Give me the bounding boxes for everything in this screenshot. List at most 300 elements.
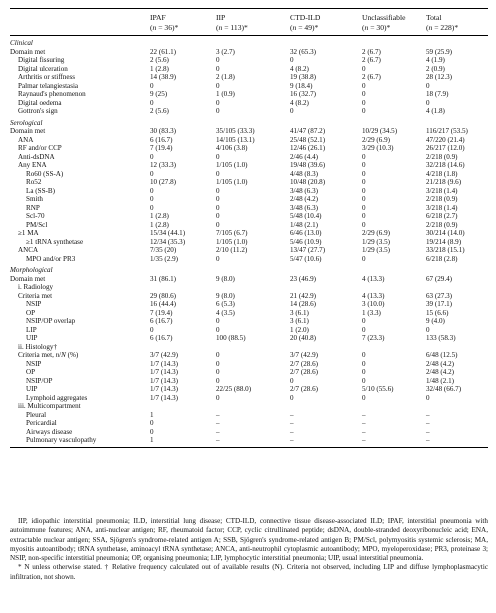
cell-total: 0 [426, 98, 430, 107]
table-row [10, 107, 488, 116]
cell-iip [216, 263, 290, 275]
cell-iip: 9 (8.0) [216, 291, 235, 300]
cell-unclassifiable: 0 [362, 203, 366, 212]
cell-unclassifiable [362, 116, 426, 128]
row-label: Criteria met, n/N (%) [18, 351, 79, 359]
table-row [10, 48, 488, 57]
cell-unclassifiable: 1 (3.3) [362, 308, 381, 317]
cell-iip: 0 [216, 64, 220, 73]
cell-unclassifiable: 0 [362, 178, 366, 186]
cell-ctd-ild: 0 [290, 376, 294, 385]
cell-total: 32/48 (66.7) [426, 385, 462, 393]
cell-iip: 7/105 (6.7) [216, 229, 248, 237]
cell-ctd-ild [290, 283, 362, 292]
row-label: Smith [26, 195, 43, 203]
cell-ipaf: 1 (2.8) [150, 64, 169, 73]
cell-ipaf: 7 (19.4) [150, 308, 173, 317]
cell-ctd-ild: 20 (40.8) [290, 334, 317, 342]
table-row [10, 144, 488, 153]
table-row [10, 204, 488, 213]
cell-ctd-ild: 4/48 (8.3) [290, 169, 318, 178]
header-unclassifiable-name: Unclassifiable [362, 13, 406, 22]
cell-iip: 22/25 (88.0) [216, 385, 252, 393]
cell-ctd-ild: 19/48 (39.6) [290, 161, 326, 169]
cell-ctd-ild: 19 (38.8) [290, 73, 317, 81]
cell-ipaf: 1 (2.8) [150, 212, 169, 220]
cell-total: 32/218 (14.6) [426, 161, 465, 169]
row-label: OP [26, 368, 36, 376]
cell-total: 9 (4.0) [426, 317, 445, 325]
cell-unclassifiable: 0 [362, 376, 366, 385]
cell-ctd-ild [290, 263, 362, 275]
row-label: RNP [26, 203, 40, 212]
cell-total: 116/217 (53.5) [426, 127, 468, 135]
header-unclassifiable [362, 9, 426, 36]
cell-ctd-ild: – [290, 410, 294, 419]
cell-unclassifiable: 0 [362, 161, 366, 169]
cell-ctd-ild: 4 (8.2) [290, 98, 309, 107]
table-row [10, 73, 488, 82]
cell-unclassifiable: 0 [362, 220, 366, 229]
cell-iip: – [216, 419, 220, 427]
cell-ctd-ild: – [290, 436, 362, 447]
row-label: LIP [26, 325, 37, 334]
cell-ctd-ild: 1 (2.0) [290, 325, 309, 334]
header-ctd-ild-name: CTD-ILD [290, 13, 321, 22]
cell-ipaf: 7 (19.4) [150, 144, 173, 152]
cell-ipaf: 29 (80.6) [150, 291, 177, 300]
header-ipaf [150, 9, 216, 36]
cell-ctd-ild: 23 (46.9) [290, 274, 317, 283]
section-label: Serological [10, 118, 43, 127]
cell-unclassifiable: 10/29 (34.5) [362, 127, 398, 135]
table-row [10, 99, 488, 108]
cell-ctd-ild: 1/48 (2.1) [290, 220, 318, 229]
cell-unclassifiable: 0 [362, 212, 366, 220]
cell-total: 28 (12.3) [426, 73, 453, 81]
cell-total: 4/218 (1.8) [426, 169, 458, 178]
cell-iip: 1/105 (1.0) [216, 178, 248, 186]
cell-unclassifiable: 2/29 (6.9) [362, 135, 390, 144]
cell-unclassifiable: – [362, 427, 366, 436]
section-row [10, 116, 488, 128]
cell-iip: 1/105 (1.0) [216, 161, 248, 169]
cell-ctd-ild: 2/48 (4.2) [290, 195, 318, 203]
row-label: UIP [26, 334, 38, 342]
cell-ipaf: 1 [150, 410, 154, 419]
cell-ipaf: 1/7 (14.3) [150, 376, 178, 385]
table-footnote [10, 517, 488, 582]
row-label: Ro52 [26, 178, 42, 186]
cell-iip: 0 [216, 317, 220, 325]
row-label: Airways disease [26, 427, 73, 436]
row-label: UIP [26, 385, 38, 393]
cell-ipaf: 2 (5.6) [150, 56, 169, 64]
table-row [10, 317, 488, 326]
cell-unclassifiable: 0 [362, 186, 366, 195]
row-label: ANA [18, 135, 34, 144]
cell-ipaf [150, 283, 216, 292]
table-row [10, 229, 488, 238]
cell-ctd-ild: 3/7 (42.9) [290, 351, 318, 359]
cell-ipaf: 0 [150, 427, 154, 436]
cell-total [426, 263, 488, 275]
cell-iip: 35/105 (33.3) [216, 127, 255, 135]
cell-total: 1/48 (2.1) [426, 376, 454, 385]
row-label: NSIP [26, 300, 42, 308]
cell-iip: 0 [216, 254, 220, 263]
cell-ipaf: 0 [150, 419, 154, 427]
cell-ipaf: 0 [150, 169, 154, 178]
cell-ctd-ild: 6/46 (13.0) [290, 229, 322, 237]
header-total-n: (n = 228)* [426, 22, 459, 32]
cell-ctd-ild [290, 343, 362, 352]
cell-unclassifiable: – [362, 419, 366, 427]
cell-total: 30/214 (14.0) [426, 229, 465, 237]
cell-unclassifiable: 0 [362, 81, 366, 90]
table-row [10, 178, 488, 187]
cell-unclassifiable: 2/29 (6.9) [362, 229, 390, 237]
cell-ctd-ild: 13/47 (27.7) [290, 246, 326, 254]
cell-iip: 3 (2.7) [216, 47, 235, 56]
cell-total: 2/48 (4.2) [426, 368, 454, 376]
row-label: NSIP [26, 359, 42, 368]
cell-total: 15 (6.6) [426, 308, 449, 317]
cell-unclassifiable: 4 (13.3) [362, 291, 385, 300]
cell-ctd-ild: 3/48 (6.3) [290, 186, 318, 195]
cell-unclassifiable: 7 (23.3) [362, 334, 385, 342]
footnote-notes: * N unless otherwise stated. † Relative frequency calculated out of available results (N). Criteria not observed, including LIP and diffuse lymphoplasmacytic infiltration, not shown. [10, 563, 488, 581]
cell-ctd-ild [290, 116, 362, 128]
cell-total: 18 (7.9) [426, 90, 449, 98]
cell-ipaf: 12/34 (35.3) [150, 237, 186, 246]
cell-unclassifiable: 0 [362, 254, 366, 263]
row-label: Digital ulceration [18, 64, 68, 73]
row-label: Any ENA [18, 161, 47, 169]
table-row [10, 238, 488, 247]
cell-total: 21/218 (9.6) [426, 178, 462, 186]
row-label: i. Radiology [18, 283, 54, 291]
table-row [10, 292, 488, 301]
header-total-name: Total [426, 13, 442, 22]
cell-ipaf: 15/34 (44.1) [150, 229, 186, 237]
cell-ipaf: 1/7 (14.3) [150, 368, 178, 376]
table-body [10, 36, 488, 448]
table-row [10, 56, 488, 65]
cell-iip [216, 116, 290, 128]
header-iip-name: IIP [216, 13, 226, 22]
cell-ctd-ild: 16 (32.7) [290, 90, 317, 98]
cell-ctd-ild: 4 (8.2) [290, 64, 309, 73]
row-label: Criteria met [18, 291, 53, 300]
cell-ipaf: 1 [150, 436, 216, 447]
table-row [10, 275, 488, 284]
cell-iip: 0 [216, 351, 220, 359]
cell-unclassifiable: 0 [362, 90, 366, 98]
cell-unclassifiable: 0 [362, 64, 366, 73]
cell-unclassifiable [362, 283, 426, 292]
table-row [10, 153, 488, 162]
cell-total: 19/214 (8.9) [426, 237, 462, 246]
cell-ipaf: 2 (5.6) [150, 107, 169, 115]
row-label: Lymphoid aggregates [26, 393, 88, 402]
cell-total: 2 (0.9) [426, 64, 445, 73]
row-label: ≥1 tRNA synthetase [26, 237, 84, 246]
row-label: ≥1 MA [18, 229, 39, 237]
table-row [10, 436, 488, 447]
cell-iip: 4 (3.5) [216, 308, 235, 317]
table-row [10, 377, 488, 386]
cell-total: 33/218 (15.1) [426, 246, 465, 254]
cell-total [426, 402, 488, 411]
cell-total: 3/218 (1.4) [426, 186, 458, 195]
cell-ipaf: 1/7 (14.3) [150, 393, 178, 402]
cell-ctd-ild: 9 (18.4) [290, 81, 313, 90]
cell-ctd-ild: 12/46 (26.1) [290, 144, 326, 152]
cell-ipaf [150, 36, 216, 48]
cell-iip: 100 (88.5) [216, 334, 246, 342]
table-row [10, 90, 488, 99]
section-label: Clinical [10, 39, 33, 47]
cell-unclassifiable: 0 [362, 98, 366, 107]
table-row [10, 65, 488, 74]
header-iip-n: (n = 113)* [216, 22, 248, 32]
cell-iip: 0 [216, 368, 220, 376]
row-label: Pericardial [26, 419, 57, 427]
cell-unclassifiable: 0 [362, 351, 366, 359]
cell-iip: 0 [216, 203, 220, 212]
table-row [10, 221, 488, 230]
cell-ctd-ild: 0 [290, 56, 294, 64]
cell-total: 4 (1.8) [426, 107, 445, 115]
cell-total: – [426, 427, 430, 436]
cell-total: 0 [426, 81, 430, 90]
header-iip [216, 9, 290, 36]
table-row [10, 136, 488, 145]
cell-unclassifiable: 0 [362, 195, 366, 203]
cell-iip: 0 [216, 56, 220, 64]
table-row [10, 394, 488, 403]
cell-iip: – [216, 436, 290, 447]
cell-iip: 0 [216, 107, 220, 115]
cell-total [426, 116, 488, 128]
row-label: Gottron's sign [18, 107, 58, 115]
cell-ipaf: 1/7 (14.3) [150, 359, 178, 368]
cell-ctd-ild: 10/48 (20.8) [290, 178, 326, 186]
cell-total: – [426, 419, 430, 427]
cell-unclassifiable: 2 (6.7) [362, 47, 381, 56]
cell-ctd-ild: 5/46 (10.9) [290, 237, 322, 246]
cell-ipaf: 0 [150, 195, 154, 203]
cell-ipaf: 22 (61.1) [150, 47, 177, 56]
cell-iip: 0 [216, 359, 220, 368]
cell-iip: – [216, 427, 220, 436]
cell-iip: 2/10 (11.2) [216, 246, 248, 254]
table-row [10, 360, 488, 369]
cell-ipaf: 1/7 (14.3) [150, 385, 178, 393]
cell-ctd-ild: 3 (6.1) [290, 308, 309, 317]
cell-ipaf: 0 [150, 81, 154, 90]
cell-ipaf: 0 [150, 98, 154, 107]
cell-unclassifiable: 1/29 (3.5) [362, 237, 390, 246]
cell-iip: 0 [216, 212, 220, 220]
header-ipaf-n: (n = 36)* [150, 22, 179, 32]
cell-iip: 0 [216, 98, 220, 107]
cell-ipaf: 7/35 (20) [150, 246, 177, 254]
cell-iip: 4/106 (3.8) [216, 144, 248, 152]
section-row [10, 263, 488, 275]
cell-ctd-ild: 25/48 (52.1) [290, 135, 326, 144]
cell-iip: 1 (0.9) [216, 90, 235, 98]
cell-iip [216, 36, 290, 48]
cell-iip: 0 [216, 169, 220, 178]
table-row [10, 246, 488, 255]
cell-unclassifiable: 5/10 (55.6) [362, 385, 394, 393]
cell-total: – [426, 436, 488, 447]
cell-ipaf [150, 343, 216, 352]
cell-ctd-ild: 3/48 (6.3) [290, 203, 318, 212]
cell-ctd-ild: 2/7 (28.6) [290, 385, 318, 393]
cell-unclassifiable: – [362, 410, 366, 419]
cell-ipaf: 12 (33.3) [150, 161, 177, 169]
cell-total [426, 343, 488, 352]
row-label: Pleural [26, 410, 47, 419]
cell-iip: 0 [216, 325, 220, 334]
cell-total: 2/218 (0.9) [426, 220, 458, 229]
row-label: Ro60 (SS-A) [26, 169, 64, 178]
cell-iip [216, 402, 290, 411]
cell-ipaf: 30 (83.3) [150, 127, 177, 135]
row-label: Domain met [10, 47, 46, 56]
cell-ctd-ild: 2/7 (28.6) [290, 368, 318, 376]
header-ctd-ild [290, 9, 362, 36]
cell-total: 3/218 (1.4) [426, 203, 458, 212]
row-label: Domain met [10, 274, 46, 283]
row-label: Digital oedema [18, 98, 62, 107]
cell-ipaf: 14 (38.9) [150, 73, 177, 81]
cell-iip: 0 [216, 195, 220, 203]
cell-unclassifiable: 0 [362, 169, 366, 178]
cell-unclassifiable: 0 [362, 368, 366, 376]
header-unclassifiable-n: (n = 30)* [362, 22, 391, 32]
cell-ctd-ild: 5/47 (10.6) [290, 254, 322, 263]
cell-ipaf: 6 (16.7) [150, 317, 173, 325]
cell-ctd-ild: 3 (6.1) [290, 317, 309, 325]
cell-ipaf: 6 (16.7) [150, 334, 173, 342]
cell-unclassifiable [362, 402, 426, 411]
row-label: NSIP/OP [26, 376, 53, 385]
cell-ctd-ild [290, 402, 362, 411]
cell-iip: 0 [216, 186, 220, 195]
cell-iip: 14/105 (13.1) [216, 135, 255, 144]
table-row [10, 300, 488, 309]
cell-unclassifiable: 2 (6.7) [362, 56, 381, 64]
cell-iip: 0 [216, 376, 220, 385]
cell-iip: 0 [216, 220, 220, 229]
cell-total: 59 (25.9) [426, 47, 453, 56]
row-label: PM/Scl [26, 220, 48, 229]
header-ipaf-name: IPAF [150, 13, 166, 22]
cell-unclassifiable [362, 263, 426, 275]
cell-ipaf: 0 [150, 186, 154, 195]
table-row [10, 170, 488, 179]
cell-total: 0 [426, 325, 430, 334]
cell-total: 26/217 (12.0) [426, 144, 465, 152]
cell-total: 4 (1.9) [426, 56, 445, 64]
table-row [10, 187, 488, 196]
cell-ctd-ild: 2/7 (28.6) [290, 359, 318, 368]
section-label: Morphological [10, 266, 53, 274]
cell-iip [216, 343, 290, 352]
cell-ipaf [150, 263, 216, 275]
cell-ipaf: 9 (25) [150, 90, 168, 98]
cell-ctd-ild: 0 [290, 107, 294, 115]
cell-total: 6/48 (12.5) [426, 351, 458, 359]
cell-ipaf: 16 (44.4) [150, 300, 177, 308]
cell-total: 47/220 (21.4) [426, 135, 465, 144]
cell-total: 39 (17.1) [426, 300, 453, 308]
cell-ctd-ild: – [290, 419, 294, 427]
row-label: OP [26, 308, 36, 317]
cell-ipaf: 6 (16.7) [150, 135, 173, 144]
cell-ipaf: 0 [150, 152, 154, 161]
cell-unclassifiable: 0 [362, 359, 366, 368]
cell-ipaf [150, 116, 216, 128]
table-row [10, 309, 488, 318]
cell-ctd-ild: 21 (42.9) [290, 291, 317, 300]
cell-iip: 9 (8.0) [216, 274, 235, 283]
row-label: La (SS-B) [26, 186, 55, 195]
cell-unclassifiable: 0 [362, 152, 366, 161]
cell-unclassifiable: 3 (10.0) [362, 300, 385, 308]
cell-unclassifiable: 0 [362, 393, 366, 402]
cell-total: 2/218 (0.9) [426, 195, 458, 203]
cell-total: 133 (58.3) [426, 334, 456, 342]
cell-ipaf: 10 (27.8) [150, 178, 177, 186]
cell-ctd-ild: 14 (28.6) [290, 300, 317, 308]
table-row [10, 212, 488, 221]
row-label: Pulmonary vasculopathy [10, 436, 150, 447]
cell-total: 63 (27.3) [426, 291, 453, 300]
cell-total [426, 36, 488, 48]
cell-ctd-ild: 2/46 (4.4) [290, 152, 318, 161]
table-row [10, 195, 488, 204]
cell-ipaf: 3/7 (42.9) [150, 351, 178, 359]
footnote-abbreviations: IIP, idiopathic interstitial pneumonia; ILD, interstitial lung disease; CTD-ILD, connective tissue disease-associated ILD; IPAF, interstitial pneumonia with autoimmune features; ANA, anti-nuclear antigen; RF, rheumatoid factor; CCP, cyclic citrullinated peptide; dsDNA, double-stranded deoxyribonucleic acid; ENA, extractable nuclear antigen; SSA, Sjögren's syndrome-related antigen A; SSB, Sjögren's syndrome-related antigen B; PM/Scl, polymyositis systemic sclerosis; MA, myositis autoantibody; tRNA synthetase, aminoacyl tRNA synthetase; ANCA, anti-neutrophil cytoplasmic autoantibody; MPO, myeloperoxidase; PR3, proteinase 3; NSIP, non-specific interstitial pneumonia; OP, organising pneumonia; LIP, lymphocytic interstitial pneumonia; UIP, usual interstitial pneumonia. [10, 517, 488, 563]
cell-unclassifiable: 2 (6.7) [362, 73, 381, 81]
cell-iip: 1/105 (1.0) [216, 237, 248, 246]
cell-ipaf: 0 [150, 203, 154, 212]
cell-total: 2/218 (0.9) [426, 152, 458, 161]
cell-unclassifiable: 4 (13.3) [362, 274, 385, 283]
table-row [10, 283, 488, 292]
cell-ctd-ild: 5/48 (10.4) [290, 212, 322, 220]
row-label: Raynaud's phenomenon [18, 90, 86, 98]
cell-unclassifiable [362, 343, 426, 352]
cell-total: 6/218 (2.7) [426, 212, 458, 220]
cell-ipaf [150, 402, 216, 411]
row-label: RF and/or CCP [18, 144, 62, 152]
row-label: ii. Histology† [18, 342, 58, 351]
row-label: Domain met [10, 127, 46, 135]
cell-iip: 0 [216, 393, 220, 402]
data-table [10, 8, 488, 448]
table-row [10, 428, 488, 437]
row-label: Anti-dsDNA [18, 152, 55, 161]
table-row [10, 385, 488, 394]
cell-total: 0 [426, 393, 430, 402]
cell-unclassifiable [362, 36, 426, 48]
